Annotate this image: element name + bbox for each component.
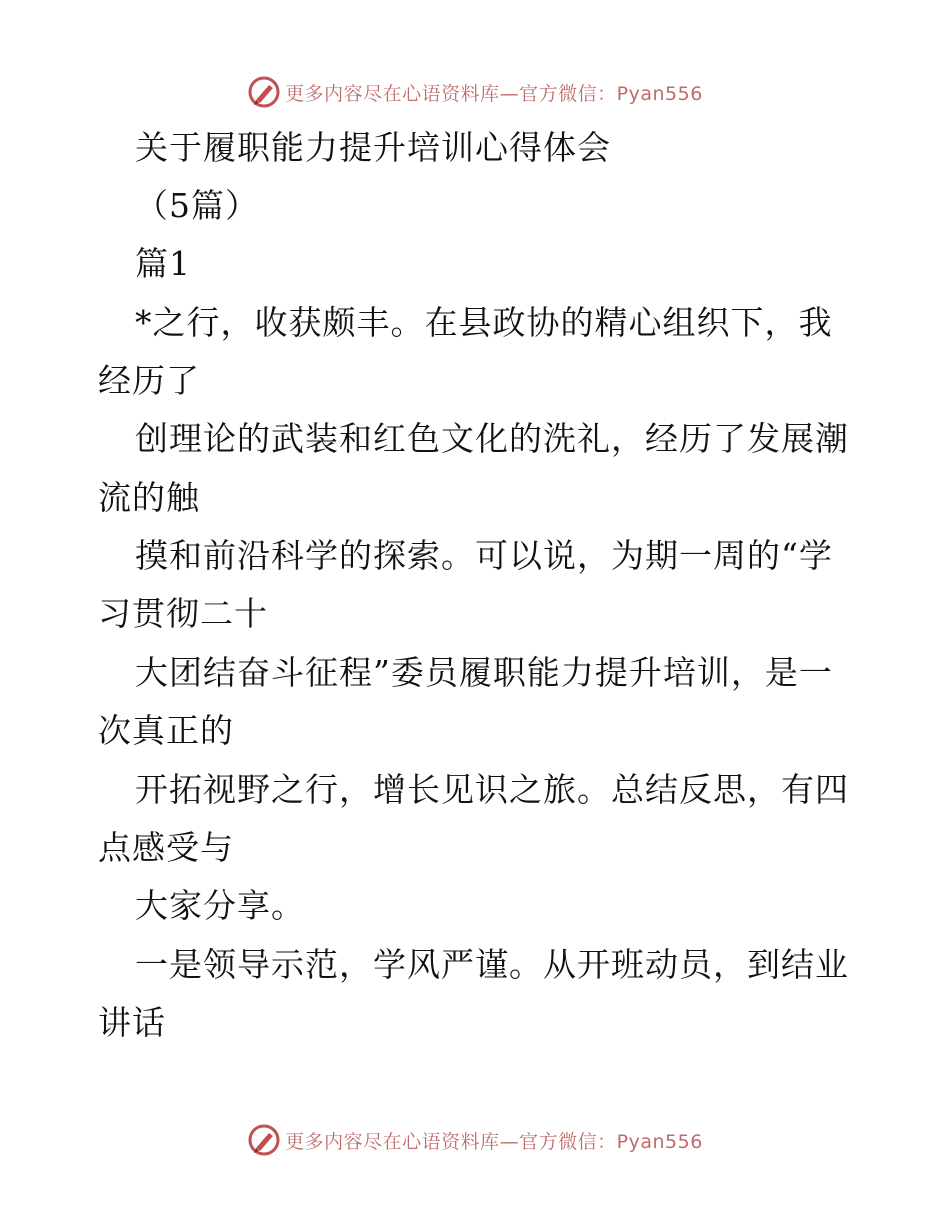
document-subtitle: （5篇）	[135, 186, 259, 225]
paragraph-line: 流的触	[98, 478, 200, 517]
header-watermark	[0, 72, 950, 112]
pen-logo-icon	[247, 1123, 281, 1157]
document-title: 关于履职能力提升培训心得体会	[135, 128, 611, 167]
paragraph-line: 经历了	[98, 361, 200, 400]
paragraph-line: 大团结奋斗征程”委员履职能力提升培训，是一	[135, 653, 833, 692]
paragraph-line: 一是领导示范，学风严谨。从开班动员，到结业	[135, 945, 849, 984]
paragraph-line: 创理论的武装和红色文化的洗礼，经历了发展潮	[135, 419, 849, 458]
paragraph-line: 次真正的	[98, 711, 234, 750]
paragraph-line: *之行，收获颇丰。在县政协的精心组织下，我	[135, 303, 833, 342]
paragraph-line: 开拓视野之行，增长见识之旅。总结反思，有四	[135, 770, 849, 809]
section-heading: 篇1	[135, 244, 191, 283]
paragraph-line: 摸和前沿科学的探索。可以说，为期一周的“学	[135, 536, 833, 575]
paragraph-line: 讲话	[98, 1003, 166, 1042]
footer-watermark	[0, 1120, 950, 1160]
watermark-text: 更多内容尽在心语资料库—官方微信：Pyan556	[285, 82, 703, 105]
paragraph-line: 习贯彻二十	[98, 594, 268, 633]
paragraph-line: 点感受与	[98, 828, 234, 867]
watermark-text: 更多内容尽在心语资料库—官方微信：Pyan556	[285, 1130, 703, 1153]
pen-logo-icon	[247, 75, 281, 109]
paragraph-line: 大家分享。	[135, 886, 305, 925]
